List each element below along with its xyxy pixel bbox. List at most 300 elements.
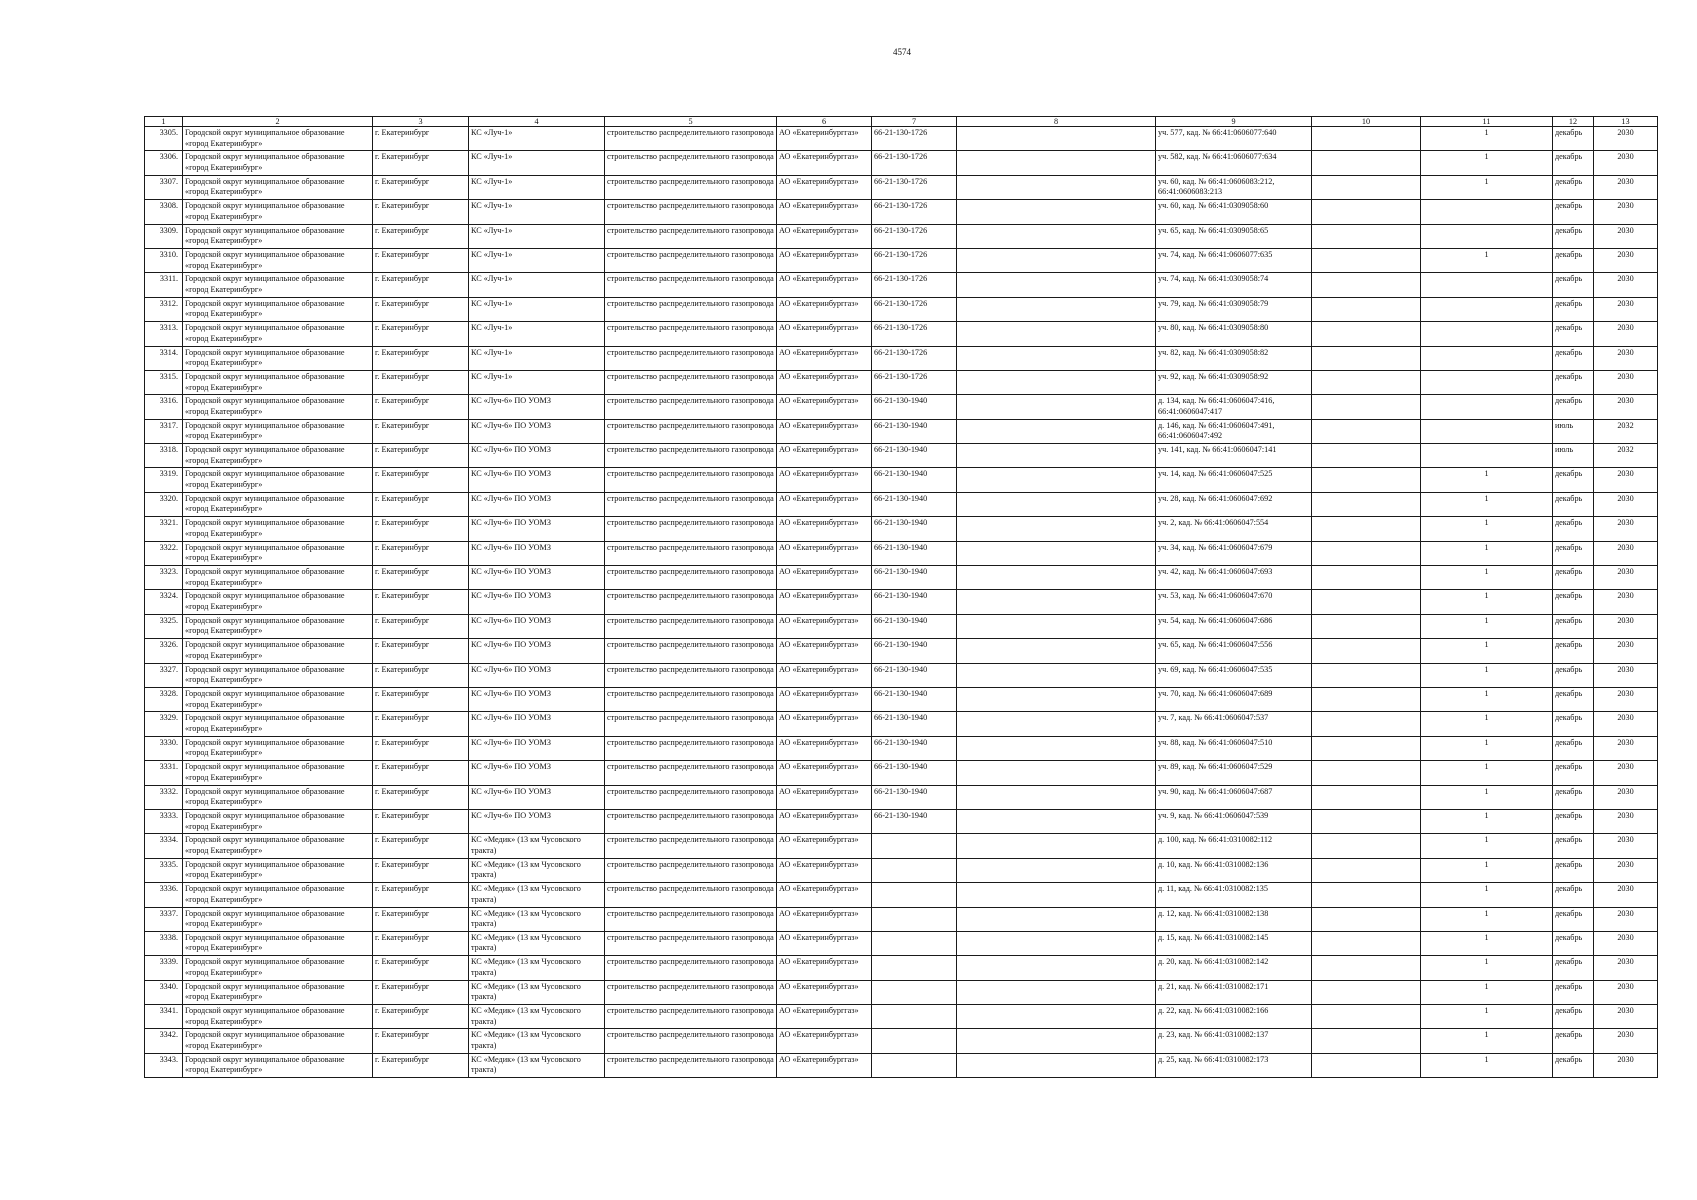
- work-type-cell: строительство распределительного газопровода: [605, 468, 777, 492]
- month-cell: июль: [1553, 419, 1594, 443]
- work-type-cell: строительство распределительного газопровода: [605, 980, 777, 1004]
- registry-number-cell: 66-21-130-1940: [872, 761, 957, 785]
- row-number-cell: 3309.: [145, 224, 183, 248]
- settlement-cell: г. Екатеринбург: [373, 858, 469, 882]
- work-type-cell: строительство распределительного газопровода: [605, 809, 777, 833]
- row-number-cell: 3307.: [145, 175, 183, 199]
- col-10-cell: [1312, 1053, 1421, 1077]
- table-row: [145, 980, 1658, 1004]
- row-number-cell: 3308.: [145, 200, 183, 224]
- municipality-cell: Городской округ муниципальное образование «город Екатеринбург»: [183, 956, 373, 980]
- work-type-cell: строительство распределительного газопровода: [605, 590, 777, 614]
- settlement-cell: г. Екатеринбург: [373, 1005, 469, 1029]
- col-8-cell: [957, 956, 1156, 980]
- work-type-cell: строительство распределительного газопровода: [605, 663, 777, 687]
- registry-number-cell: [872, 1005, 957, 1029]
- row-number-cell: 3325.: [145, 614, 183, 638]
- object-name-cell: КС «Медик» (13 км Чусовского тракта): [469, 980, 605, 1004]
- work-type-cell: строительство распределительного газопровода: [605, 175, 777, 199]
- month-cell: декабрь: [1553, 907, 1594, 931]
- municipality-cell: Городской округ муниципальное образование «город Екатеринбург»: [183, 712, 373, 736]
- row-number-cell: 3332.: [145, 785, 183, 809]
- registry-number-cell: 66-21-130-1726: [872, 248, 957, 272]
- column-header-8: 8: [957, 117, 1156, 127]
- object-name-cell: КС «Луч-6» ПО УОМЗ: [469, 566, 605, 590]
- municipality-cell: Городской округ муниципальное образование «город Екатеринбург»: [183, 785, 373, 809]
- object-name-cell: КС «Луч-6» ПО УОМЗ: [469, 444, 605, 468]
- organization-cell: АО «Екатеринбурггаз»: [777, 224, 872, 248]
- parcel-cell: уч. 88, кад. № 66:41:0606047:510: [1156, 736, 1312, 760]
- municipality-cell: Городской округ муниципальное образование «город Екатеринбург»: [183, 1029, 373, 1053]
- organization-cell: АО «Екатеринбурггаз»: [777, 127, 872, 151]
- month-cell: декабрь: [1553, 736, 1594, 760]
- registry-number-cell: 66-21-130-1726: [872, 175, 957, 199]
- parcel-cell: уч. 92, кад. № 66:41:0309058:92: [1156, 370, 1312, 394]
- object-name-cell: КС «Луч-6» ПО УОМЗ: [469, 468, 605, 492]
- table-row: [145, 736, 1658, 760]
- work-type-cell: строительство распределительного газопровода: [605, 614, 777, 638]
- row-number-cell: 3342.: [145, 1029, 183, 1053]
- parcel-cell: уч. 79, кад. № 66:41:0309058:79: [1156, 297, 1312, 321]
- count-cell: [1421, 273, 1553, 297]
- municipality-cell: Городской округ муниципальное образование «город Екатеринбург»: [183, 200, 373, 224]
- count-cell: 1: [1421, 883, 1553, 907]
- col-10-cell: [1312, 297, 1421, 321]
- row-number-cell: 3341.: [145, 1005, 183, 1029]
- count-cell: 1: [1421, 663, 1553, 687]
- work-type-cell: строительство распределительного газопровода: [605, 687, 777, 711]
- year-cell: 2030: [1594, 1005, 1658, 1029]
- col-10-cell: [1312, 956, 1421, 980]
- row-number-cell: 3323.: [145, 566, 183, 590]
- organization-cell: АО «Екатеринбурггаз»: [777, 907, 872, 931]
- registry-number-cell: 66-21-130-1726: [872, 370, 957, 394]
- row-number-cell: 3313.: [145, 322, 183, 346]
- work-type-cell: строительство распределительного газопровода: [605, 444, 777, 468]
- work-type-cell: строительство распределительного газопровода: [605, 346, 777, 370]
- table-row: [145, 761, 1658, 785]
- month-cell: декабрь: [1553, 761, 1594, 785]
- settlement-cell: г. Екатеринбург: [373, 1053, 469, 1077]
- count-cell: 1: [1421, 1029, 1553, 1053]
- row-number-cell: 3343.: [145, 1053, 183, 1077]
- organization-cell: АО «Екатеринбурггаз»: [777, 273, 872, 297]
- registry-number-cell: 66-21-130-1726: [872, 297, 957, 321]
- organization-cell: АО «Екатеринбурггаз»: [777, 175, 872, 199]
- col-10-cell: [1312, 907, 1421, 931]
- year-cell: 2030: [1594, 517, 1658, 541]
- col-8-cell: [957, 639, 1156, 663]
- parcel-cell: уч. 60, кад. № 66:41:0309058:60: [1156, 200, 1312, 224]
- settlement-cell: г. Екатеринбург: [373, 883, 469, 907]
- work-type-cell: строительство распределительного газопровода: [605, 883, 777, 907]
- table-row: [145, 687, 1658, 711]
- month-cell: декабрь: [1553, 883, 1594, 907]
- work-type-cell: строительство распределительного газопровода: [605, 419, 777, 443]
- col-8-cell: [957, 931, 1156, 955]
- work-type-cell: строительство распределительного газопровода: [605, 492, 777, 516]
- organization-cell: АО «Екатеринбурггаз»: [777, 687, 872, 711]
- parcel-cell: д. 146, кад. № 66:41:0606047:491, 66:41:0606047:492: [1156, 419, 1312, 443]
- registry-number-cell: 66-21-130-1940: [872, 395, 957, 419]
- parcel-cell: уч. 65, кад. № 66:41:0606047:556: [1156, 639, 1312, 663]
- registry-number-cell: [872, 883, 957, 907]
- settlement-cell: г. Екатеринбург: [373, 322, 469, 346]
- col-8-cell: [957, 200, 1156, 224]
- table-row: [145, 346, 1658, 370]
- municipality-cell: Городской округ муниципальное образование «город Екатеринбург»: [183, 224, 373, 248]
- organization-cell: АО «Екатеринбурггаз»: [777, 858, 872, 882]
- object-name-cell: КС «Луч-1»: [469, 200, 605, 224]
- settlement-cell: г. Екатеринбург: [373, 834, 469, 858]
- object-name-cell: КС «Медик» (13 км Чусовского тракта): [469, 834, 605, 858]
- month-cell: декабрь: [1553, 346, 1594, 370]
- column-header-9: 9: [1156, 117, 1312, 127]
- row-number-cell: 3318.: [145, 444, 183, 468]
- organization-cell: АО «Екатеринбурггаз»: [777, 834, 872, 858]
- work-type-cell: строительство распределительного газопровода: [605, 395, 777, 419]
- col-8-cell: [957, 736, 1156, 760]
- object-name-cell: КС «Медик» (13 км Чусовского тракта): [469, 956, 605, 980]
- work-type-cell: строительство распределительного газопровода: [605, 931, 777, 955]
- municipality-cell: Городской округ муниципальное образование «город Екатеринбург»: [183, 834, 373, 858]
- col-8-cell: [957, 590, 1156, 614]
- col-10-cell: [1312, 712, 1421, 736]
- organization-cell: АО «Екатеринбурггаз»: [777, 956, 872, 980]
- month-cell: декабрь: [1553, 517, 1594, 541]
- count-cell: 1: [1421, 834, 1553, 858]
- table-row: [145, 175, 1658, 199]
- month-cell: декабрь: [1553, 614, 1594, 638]
- organization-cell: АО «Екатеринбурггаз»: [777, 541, 872, 565]
- column-header-7: 7: [872, 117, 957, 127]
- object-name-cell: КС «Луч-1»: [469, 175, 605, 199]
- year-cell: 2030: [1594, 1029, 1658, 1053]
- settlement-cell: г. Екатеринбург: [373, 907, 469, 931]
- count-cell: 1: [1421, 517, 1553, 541]
- month-cell: декабрь: [1553, 590, 1594, 614]
- row-number-cell: 3328.: [145, 687, 183, 711]
- year-cell: 2030: [1594, 370, 1658, 394]
- settlement-cell: г. Екатеринбург: [373, 151, 469, 175]
- col-10-cell: [1312, 736, 1421, 760]
- registry-number-cell: 66-21-130-1726: [872, 127, 957, 151]
- table-header: [145, 117, 1658, 127]
- work-type-cell: строительство распределительного газопровода: [605, 200, 777, 224]
- table-row: [145, 1029, 1658, 1053]
- table-row: [145, 151, 1658, 175]
- col-10-cell: [1312, 224, 1421, 248]
- settlement-cell: г. Екатеринбург: [373, 297, 469, 321]
- year-cell: 2030: [1594, 273, 1658, 297]
- count-cell: 1: [1421, 980, 1553, 1004]
- col-8-cell: [957, 127, 1156, 151]
- settlement-cell: г. Екатеринбург: [373, 175, 469, 199]
- work-type-cell: строительство распределительного газопровода: [605, 566, 777, 590]
- organization-cell: АО «Екатеринбурггаз»: [777, 980, 872, 1004]
- count-cell: 1: [1421, 956, 1553, 980]
- registry-number-cell: 66-21-130-1940: [872, 419, 957, 443]
- municipality-cell: Городской округ муниципальное образование «город Екатеринбург»: [183, 370, 373, 394]
- table-row: [145, 297, 1658, 321]
- object-name-cell: КС «Медик» (13 км Чусовского тракта): [469, 858, 605, 882]
- settlement-cell: г. Екатеринбург: [373, 370, 469, 394]
- month-cell: декабрь: [1553, 858, 1594, 882]
- organization-cell: АО «Екатеринбурггаз»: [777, 785, 872, 809]
- parcel-cell: д. 15, кад. № 66:41:0310082:145: [1156, 931, 1312, 955]
- object-name-cell: КС «Луч-6» ПО УОМЗ: [469, 809, 605, 833]
- registry-number-cell: [872, 858, 957, 882]
- count-cell: 1: [1421, 175, 1553, 199]
- municipality-cell: Городской округ муниципальное образование «город Екатеринбург»: [183, 566, 373, 590]
- work-type-cell: строительство распределительного газопровода: [605, 151, 777, 175]
- work-type-cell: строительство распределительного газопровода: [605, 273, 777, 297]
- work-type-cell: строительство распределительного газопровода: [605, 322, 777, 346]
- col-10-cell: [1312, 1005, 1421, 1029]
- table-row: [145, 566, 1658, 590]
- table-row: [145, 248, 1658, 272]
- municipality-cell: Городской округ муниципальное образование «город Екатеринбург»: [183, 980, 373, 1004]
- settlement-cell: г. Екатеринбург: [373, 736, 469, 760]
- municipality-cell: Городской округ муниципальное образование «город Екатеринбург»: [183, 541, 373, 565]
- municipality-cell: Городской округ муниципальное образование «город Екатеринбург»: [183, 931, 373, 955]
- settlement-cell: г. Екатеринбург: [373, 639, 469, 663]
- municipality-cell: Городской округ муниципальное образование «город Екатеринбург»: [183, 590, 373, 614]
- work-type-cell: строительство распределительного газопровода: [605, 736, 777, 760]
- organization-cell: АО «Екатеринбурггаз»: [777, 639, 872, 663]
- table-body: [145, 127, 1658, 1078]
- settlement-cell: г. Екатеринбург: [373, 541, 469, 565]
- work-type-cell: строительство распределительного газопровода: [605, 370, 777, 394]
- registry-number-cell: 66-21-130-1940: [872, 541, 957, 565]
- row-number-cell: 3320.: [145, 492, 183, 516]
- col-8-cell: [957, 663, 1156, 687]
- municipality-cell: Городской округ муниципальное образование «город Екатеринбург»: [183, 736, 373, 760]
- row-number-cell: 3310.: [145, 248, 183, 272]
- col-8-cell: [957, 907, 1156, 931]
- row-number-cell: 3327.: [145, 663, 183, 687]
- col-10-cell: [1312, 761, 1421, 785]
- col-10-cell: [1312, 883, 1421, 907]
- registry-number-cell: 66-21-130-1940: [872, 444, 957, 468]
- year-cell: 2030: [1594, 1053, 1658, 1077]
- municipality-cell: Городской округ муниципальное образование «город Екатеринбург»: [183, 687, 373, 711]
- registry-number-cell: 66-21-130-1940: [872, 468, 957, 492]
- col-10-cell: [1312, 639, 1421, 663]
- parcel-cell: уч. 34, кад. № 66:41:0606047:679: [1156, 541, 1312, 565]
- col-8-cell: [957, 517, 1156, 541]
- year-cell: 2030: [1594, 980, 1658, 1004]
- work-type-cell: строительство распределительного газопровода: [605, 1029, 777, 1053]
- col-8-cell: [957, 834, 1156, 858]
- object-name-cell: КС «Луч-6» ПО УОМЗ: [469, 419, 605, 443]
- settlement-cell: г. Екатеринбург: [373, 712, 469, 736]
- table-row: [145, 395, 1658, 419]
- object-name-cell: КС «Луч-6» ПО УОМЗ: [469, 785, 605, 809]
- col-8-cell: [957, 712, 1156, 736]
- registry-number-cell: 66-21-130-1726: [872, 273, 957, 297]
- col-8-cell: [957, 322, 1156, 346]
- table-row: [145, 200, 1658, 224]
- organization-cell: АО «Екатеринбурггаз»: [777, 663, 872, 687]
- column-header-13: 13: [1594, 117, 1658, 127]
- registry-number-cell: 66-21-130-1940: [872, 785, 957, 809]
- object-name-cell: КС «Луч-6» ПО УОМЗ: [469, 736, 605, 760]
- table-row: [145, 931, 1658, 955]
- settlement-cell: г. Екатеринбург: [373, 273, 469, 297]
- month-cell: декабрь: [1553, 468, 1594, 492]
- count-cell: 1: [1421, 468, 1553, 492]
- table-row: [145, 883, 1658, 907]
- year-cell: 2030: [1594, 663, 1658, 687]
- col-10-cell: [1312, 395, 1421, 419]
- settlement-cell: г. Екатеринбург: [373, 248, 469, 272]
- count-cell: 1: [1421, 1005, 1553, 1029]
- table-row: [145, 224, 1658, 248]
- table-row: [145, 663, 1658, 687]
- col-10-cell: [1312, 785, 1421, 809]
- month-cell: декабрь: [1553, 541, 1594, 565]
- month-cell: декабрь: [1553, 639, 1594, 663]
- registry-number-cell: 66-21-130-1940: [872, 492, 957, 516]
- col-8-cell: [957, 541, 1156, 565]
- registry-number-cell: [872, 907, 957, 931]
- registry-number-cell: 66-21-130-1940: [872, 590, 957, 614]
- settlement-cell: г. Екатеринбург: [373, 566, 469, 590]
- municipality-cell: Городской округ муниципальное образование «город Екатеринбург»: [183, 151, 373, 175]
- municipality-cell: Городской округ муниципальное образование «город Екатеринбург»: [183, 322, 373, 346]
- object-name-cell: КС «Луч-6» ПО УОМЗ: [469, 541, 605, 565]
- registry-number-cell: [872, 1053, 957, 1077]
- col-10-cell: [1312, 248, 1421, 272]
- settlement-cell: г. Екатеринбург: [373, 517, 469, 541]
- col-8-cell: [957, 883, 1156, 907]
- count-cell: 1: [1421, 736, 1553, 760]
- table-row: [145, 956, 1658, 980]
- month-cell: декабрь: [1553, 1029, 1594, 1053]
- month-cell: декабрь: [1553, 175, 1594, 199]
- object-name-cell: КС «Медик» (13 км Чусовского тракта): [469, 1029, 605, 1053]
- work-type-cell: строительство распределительного газопровода: [605, 1005, 777, 1029]
- col-10-cell: [1312, 127, 1421, 151]
- table-row: [145, 492, 1658, 516]
- registry-number-cell: 66-21-130-1726: [872, 322, 957, 346]
- row-number-cell: 3338.: [145, 931, 183, 955]
- column-header-6: 6: [777, 117, 872, 127]
- registry-number-cell: [872, 980, 957, 1004]
- parcel-cell: уч. 42, кад. № 66:41:0606047:693: [1156, 566, 1312, 590]
- col-10-cell: [1312, 980, 1421, 1004]
- table-row: [145, 907, 1658, 931]
- work-type-cell: строительство распределительного газопровода: [605, 785, 777, 809]
- settlement-cell: г. Екатеринбург: [373, 200, 469, 224]
- municipality-cell: Городской округ муниципальное образование «город Екатеринбург»: [183, 883, 373, 907]
- work-type-cell: строительство распределительного газопровода: [605, 1053, 777, 1077]
- municipality-cell: Городской округ муниципальное образование «город Екатеринбург»: [183, 639, 373, 663]
- col-8-cell: [957, 614, 1156, 638]
- parcel-cell: д. 21, кад. № 66:41:0310082:171: [1156, 980, 1312, 1004]
- count-cell: 1: [1421, 712, 1553, 736]
- parcel-cell: д. 10, кад. № 66:41:0310082:136: [1156, 858, 1312, 882]
- municipality-cell: Городской округ муниципальное образование «город Екатеринбург»: [183, 614, 373, 638]
- count-cell: [1421, 395, 1553, 419]
- column-header-5: 5: [605, 117, 777, 127]
- year-cell: 2030: [1594, 761, 1658, 785]
- year-cell: 2030: [1594, 175, 1658, 199]
- year-cell: 2030: [1594, 297, 1658, 321]
- count-cell: 1: [1421, 931, 1553, 955]
- header-row: [145, 117, 1658, 127]
- settlement-cell: г. Екатеринбург: [373, 224, 469, 248]
- column-header-3: 3: [373, 117, 469, 127]
- col-8-cell: [957, 224, 1156, 248]
- month-cell: декабрь: [1553, 151, 1594, 175]
- row-number-cell: 3317.: [145, 419, 183, 443]
- row-number-cell: 3306.: [145, 151, 183, 175]
- year-cell: 2030: [1594, 468, 1658, 492]
- organization-cell: АО «Екатеринбурггаз»: [777, 297, 872, 321]
- row-number-cell: 3326.: [145, 639, 183, 663]
- col-10-cell: [1312, 834, 1421, 858]
- col-10-cell: [1312, 566, 1421, 590]
- work-type-cell: строительство распределительного газопровода: [605, 956, 777, 980]
- col-10-cell: [1312, 370, 1421, 394]
- col-8-cell: [957, 785, 1156, 809]
- table-row: [145, 712, 1658, 736]
- table-row: [145, 468, 1658, 492]
- table-row: [145, 639, 1658, 663]
- year-cell: 2030: [1594, 322, 1658, 346]
- parcel-cell: уч. 69, кад. № 66:41:0606047:535: [1156, 663, 1312, 687]
- municipality-cell: Городской округ муниципальное образование «город Екатеринбург»: [183, 127, 373, 151]
- organization-cell: АО «Екатеринбурггаз»: [777, 492, 872, 516]
- col-10-cell: [1312, 663, 1421, 687]
- row-number-cell: 3312.: [145, 297, 183, 321]
- col-8-cell: [957, 175, 1156, 199]
- object-name-cell: КС «Луч-1»: [469, 322, 605, 346]
- organization-cell: АО «Екатеринбурггаз»: [777, 151, 872, 175]
- count-cell: [1421, 370, 1553, 394]
- count-cell: [1421, 419, 1553, 443]
- object-name-cell: КС «Луч-1»: [469, 370, 605, 394]
- organization-cell: АО «Екатеринбурггаз»: [777, 736, 872, 760]
- row-number-cell: 3314.: [145, 346, 183, 370]
- year-cell: 2030: [1594, 956, 1658, 980]
- month-cell: декабрь: [1553, 1005, 1594, 1029]
- row-number-cell: 3322.: [145, 541, 183, 565]
- year-cell: 2030: [1594, 395, 1658, 419]
- year-cell: 2030: [1594, 224, 1658, 248]
- municipality-cell: Городской округ муниципальное образование «город Екатеринбург»: [183, 346, 373, 370]
- settlement-cell: г. Екатеринбург: [373, 956, 469, 980]
- col-10-cell: [1312, 931, 1421, 955]
- parcel-cell: уч. 141, кад. № 66:41:0606047:141: [1156, 444, 1312, 468]
- parcel-cell: д. 100, кад. № 66:41:0310082:112: [1156, 834, 1312, 858]
- parcel-cell: уч. 70, кад. № 66:41:0606047:689: [1156, 687, 1312, 711]
- col-10-cell: [1312, 200, 1421, 224]
- municipality-cell: Городской округ муниципальное образование «город Екатеринбург»: [183, 468, 373, 492]
- year-cell: 2030: [1594, 809, 1658, 833]
- registry-number-cell: 66-21-130-1726: [872, 151, 957, 175]
- table-row: [145, 517, 1658, 541]
- parcel-cell: уч. 90, кад. № 66:41:0606047:687: [1156, 785, 1312, 809]
- table-row: [145, 1005, 1658, 1029]
- object-name-cell: КС «Медик» (13 км Чусовского тракта): [469, 1053, 605, 1077]
- object-name-cell: КС «Луч-1»: [469, 127, 605, 151]
- work-type-cell: строительство распределительного газопровода: [605, 858, 777, 882]
- column-header-10: 10: [1312, 117, 1421, 127]
- parcel-cell: д. 11, кад. № 66:41:0310082:135: [1156, 883, 1312, 907]
